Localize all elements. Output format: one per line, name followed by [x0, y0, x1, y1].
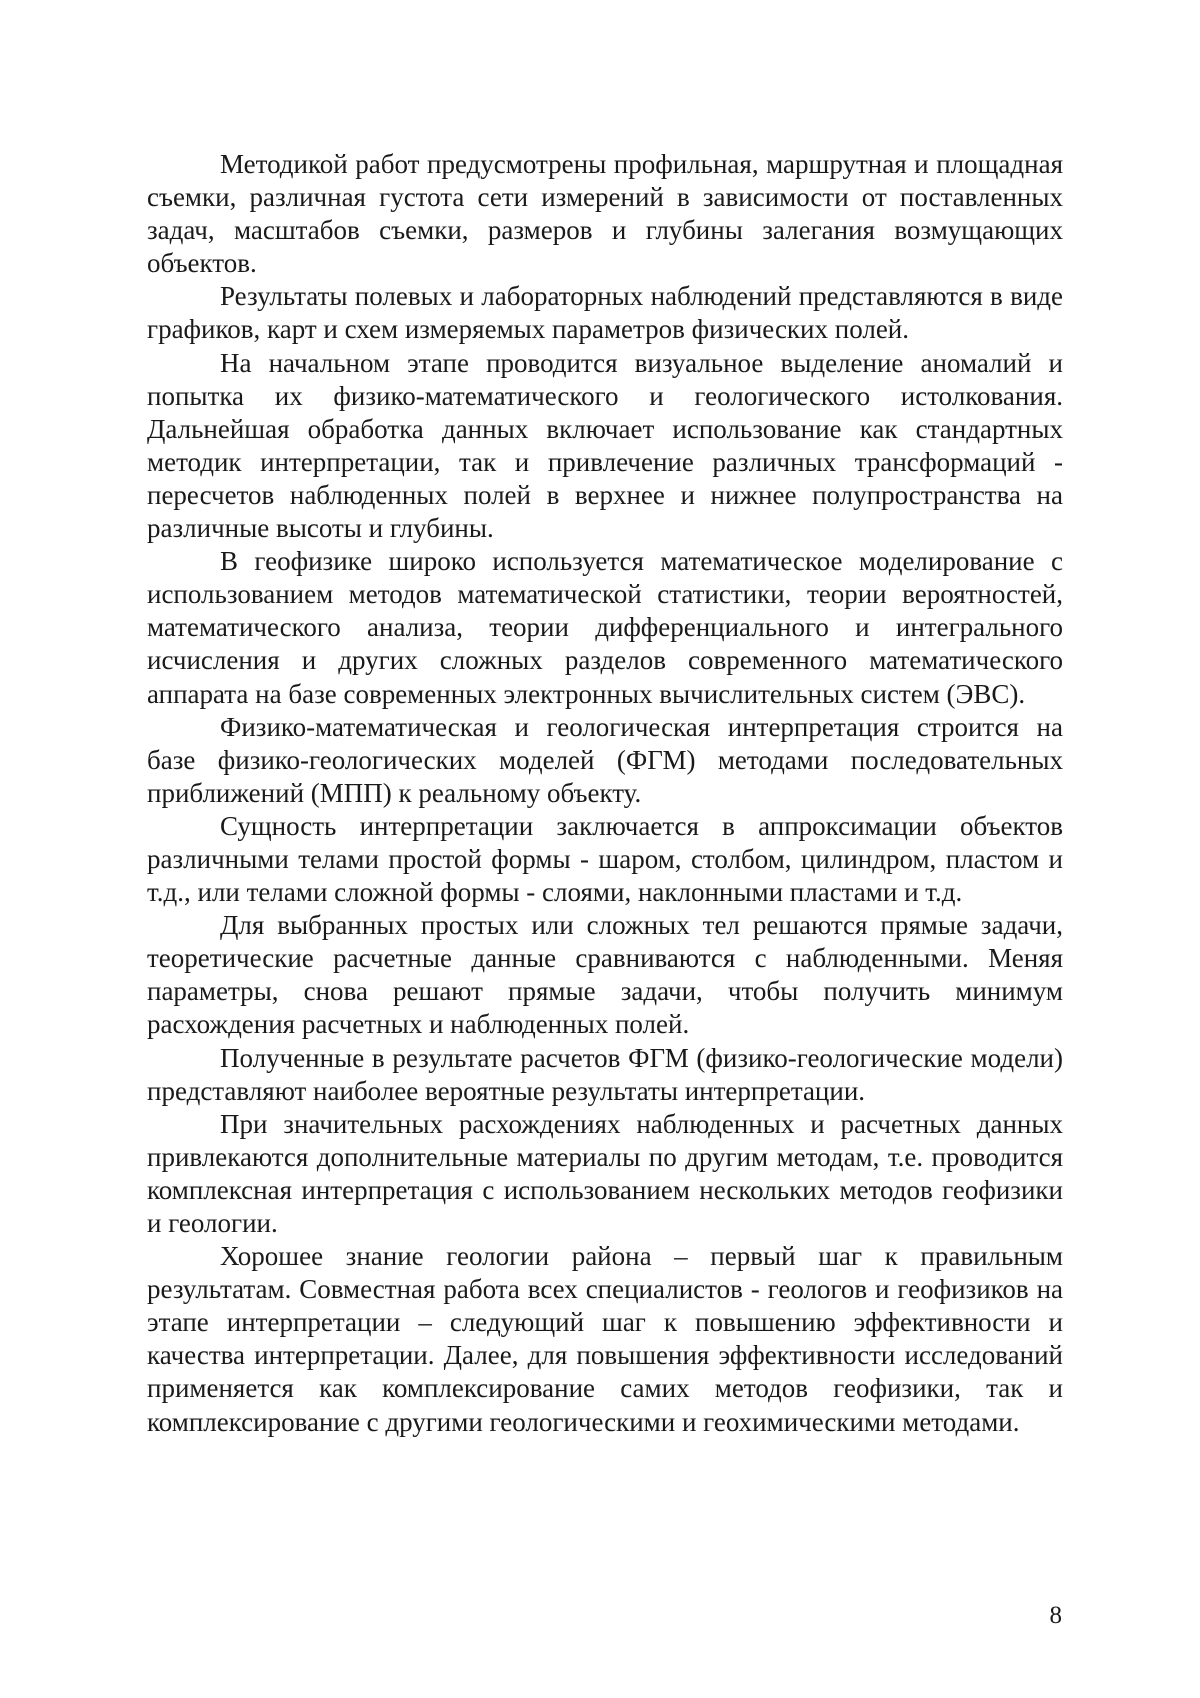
paragraph-fgm-results: Полученные в результате расчетов ФГМ (физико-геологические модели) представляют наиболее вероятные результаты интерпретации.: [147, 1042, 1063, 1108]
paragraph-fgm-interpretation: Физико-математическая и геологическая интерпретация строится на базе физико-геологических моделей (ФГМ) методами последовательных приближений (МПП) к реальному объекту.: [147, 711, 1063, 810]
paragraph-mathematical-modeling: В геофизике широко используется математическое моделирование с использованием методов математической статистики, теории вероятностей, математического анализа, теории дифференциального и интегрального исчисления и других сложных разделов современного математического аппарата на базе современных электронных вычислительных систем (ЭВС).: [147, 545, 1063, 710]
paragraph-forward-problems: Для выбранных простых или сложных тел решаются прямые задачи, теоретические расчетные данные сравниваются с наблюденными. Меняя параметры, снова решают прямые задачи, чтобы получить минимум расхождения расчетных и наблюденных полей.: [147, 909, 1063, 1041]
document-page: [0, 0, 1200, 1698]
paragraph-initial-stage: На начальном этапе проводится визуальное выделение аномалий и попытка их физико-математического и геологического истолкования. Дальнейшая обработка данных включает использование как стандартных методик интерпретации, так и привлечение различных трансформаций - пересчетов наблюденных полей в верхнее и нижнее полупространства на различные высоты и глубины.: [147, 347, 1063, 546]
paragraph-results-presentation: Результаты полевых и лабораторных наблюдений представляются в виде графиков, карт и схем измеряемых параметров физических полей.: [147, 280, 1063, 346]
paragraph-geology-knowledge: Хорошее знание геологии района – первый шаг к правильным результатам. Совместная работа всех специалистов - геологов и геофизиков на этапе интерпретации – следующий шаг к повышению эффективности и качества интерпретации. Далее, для повышения эффективности исследований применяется как комплексирование самих методов геофизики, так и комплексирование с другими геологическими и геохимическими методами.: [147, 1240, 1063, 1439]
paragraph-survey-methods: Методикой работ предусмотрены профильная, маршрутная и площадная съемки, различная густота сети измерений в зависимости от поставленных задач, масштабов съемки, размеров и глубины залегания возмущающих объектов.: [147, 148, 1063, 280]
paragraph-complex-interpretation: При значительных расхождениях наблюденных и расчетных данных привлекаются дополнительные материалы по другим методам, т.е. проводится комплексная интерпретация с использованием нескольких методов геофизики и геологии.: [147, 1108, 1063, 1240]
text-body: [147, 148, 1063, 1439]
paragraph-interpretation-essence: Сущность интерпретации заключается в аппроксимации объектов различными телами простой формы - шаром, столбом, цилиндром, пластом и т.д., или телами сложной формы - слоями, наклонными пластами и т.д.: [147, 810, 1063, 909]
page-number: 8: [1050, 1601, 1063, 1631]
